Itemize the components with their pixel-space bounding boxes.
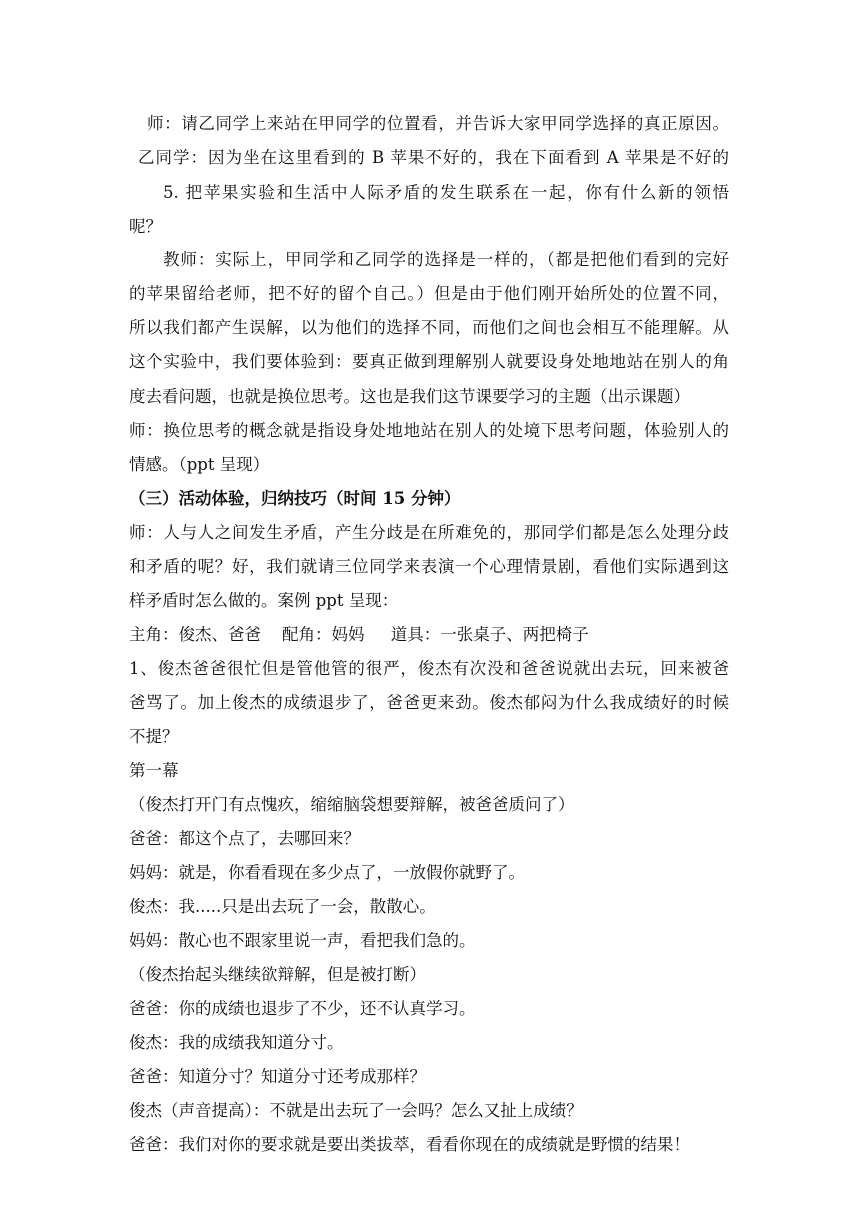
text-line: 所以我们都产生误解，以为他们的选择不同，而他们之间也会相互不能理解。从 [129,318,729,337]
text-line: 不提？ [129,727,179,746]
text-line: 样矛盾时怎么做的。案例 ppt 呈现： [129,591,399,610]
text-line: 1、俊杰爸爸很忙但是管他管的很严，俊杰有次没和爸爸说就出去玩，回来被爸 [129,659,729,678]
text-line: 第一幕 [129,761,179,780]
text-line: 妈妈：就是，你看看现在多少点了，一放假你就野了。 [129,863,525,882]
text-line: 俊杰（声音提高）：不就是出去玩了一会吗？怎么又扯上成绩？ [129,1101,583,1120]
text-line: 乙同学：因为坐在这里看到的 B 苹果不好的，我在下面看到 A 苹果是不好的 [138,148,729,167]
text-line: （俊杰打开门有点愧疚，缩缩脑袋想要辩解，被爸爸质问了） [129,795,575,814]
section-heading: （三）活动体验，归纳技巧（时间 15 分钟） [129,489,461,508]
text-line: 的苹果留给老师，把不好的留个自己。）但是由于他们刚开始所处的位置不同， [129,284,729,303]
text-line: 妈妈：散心也不跟家里说一声，看把我们急的。 [129,931,476,950]
text-line: 教师：实际上，甲同学和乙同学的选择是一样的，（都是把他们看到的完好 [163,250,729,269]
text-line: 主角：俊杰、爸爸 配角：妈妈 道具：一张桌子、两把椅子 [129,625,589,644]
text-line: 爸爸：我们对你的要求就是要出类拔萃，看看你现在的成绩就是野惯的结果！ [129,1135,690,1154]
text-line: 爸爸：你的成绩也退步了不少，还不认真学习。 [129,999,476,1018]
text-line: 5. 把苹果实验和生活中人际矛盾的发生联系在一起，你有什么新的领悟 [163,183,729,202]
text-line: 和矛盾的呢？好，我们就请三位同学来表演一个心理情景剧，看他们实际遇到这 [129,557,729,576]
text-line: 爸爸：都这个点了，去哪回来？ [129,829,360,848]
text-line: 爸骂了。加上俊杰的成绩退步了，爸爸更来劲。俊杰郁闷为什么我成绩好的时候 [129,693,729,712]
text-line: 情感。（ppt 呈现） [129,455,270,474]
text-line: 呢？ [129,217,162,236]
text-line: 俊杰：我.....只是出去玩了一会，散散心。 [129,897,436,916]
text-line: 师：换位思考的概念就是指设身处地地站在别人的处境下思考问题，体验别人的 [129,421,729,440]
text-line: 爸爸：知道分寸？知道分寸还考成那样？ [129,1067,426,1086]
text-line: 度去看问题，也就是换位思考。这也是我们这节课要学习的主题（出示课题） [129,387,690,406]
text-line: 俊杰：我的成绩我知道分寸。 [129,1033,344,1052]
text-line: 师：人与人之间发生矛盾，产生分歧是在所难免的，那同学们都是怎么处理分歧 [129,523,729,542]
text-line: （俊杰抬起头继续欲辩解，但是被打断） [129,965,426,984]
text-line: 这个实验中，我们要体验到：要真正做到理解别人就要设身处地地站在别人的角 [129,352,729,371]
text-line: 师：请乙同学上来站在甲同学的位置看，并告诉大家甲同学选择的真正原因。 [147,114,729,133]
